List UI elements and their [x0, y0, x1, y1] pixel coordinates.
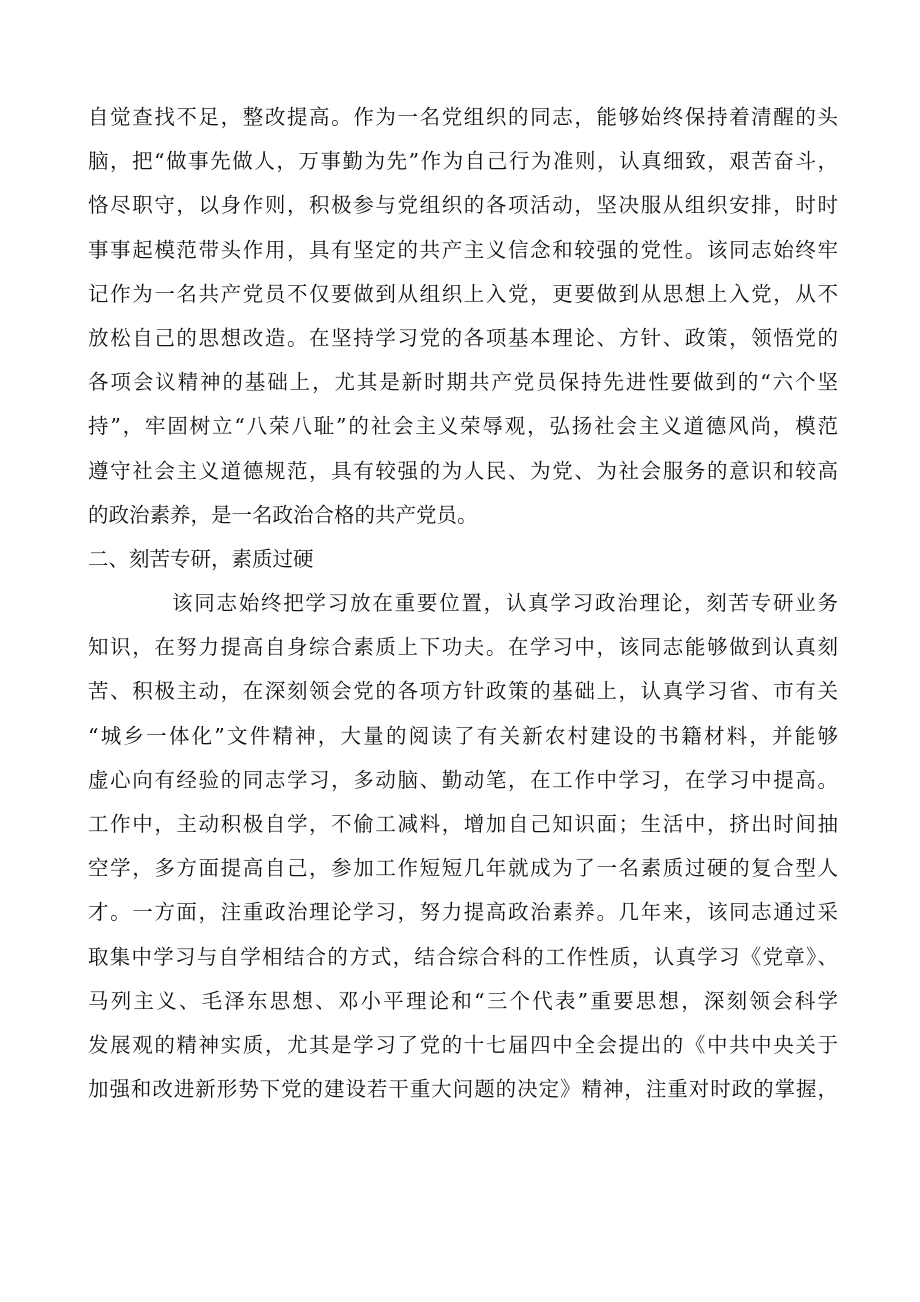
- text-line: 记作为一名共产党员不仅要做到从组织上入党，更要做到从思想上入党，从不: [88, 281, 838, 306]
- text-line: 才。一方面，注重政治理论学习，努力提高政治素养。几年来，该同志通过采: [88, 900, 838, 925]
- paragraph-1: [88, 95, 838, 537]
- text-line: 遵守社会主义道德规范，具有较强的为人民、为党、为社会服务的意识和较高: [88, 458, 838, 483]
- section-heading: 二、刻苦专研，素质过硬: [88, 546, 314, 571]
- text-line: “城乡一体化”文件精神，大量的阅读了有关新农村建设的书籍材料，并能够: [88, 723, 838, 748]
- text-line: 苦、积极主动，在深刻领会党的各项方针政策的基础上，认真学习省、市有关: [88, 679, 838, 704]
- paragraph-2: [88, 581, 838, 1111]
- text-line: 各项会议精神的基础上，尤其是新时期共产党员保持先进性要做到的“六个坚: [88, 370, 838, 395]
- text-line: 该同志始终把学习放在重要位置，认真学习政治理论，刻苦专研业务: [172, 591, 838, 616]
- document-body: [88, 95, 838, 1111]
- text-line: 虚心向有经验的同志学习，多动脑、勤动笔，在工作中学习，在学习中提高。: [88, 767, 838, 792]
- text-line: 工作中，主动积极自学，不偷工减料，增加自己知识面；生活中，挤出时间抽: [88, 812, 838, 836]
- text-line: 知识，在努力提高自身综合素质上下功夫。在学习中，该同志能够做到认真刻: [88, 635, 838, 660]
- text-line: 放松自己的思想改造。在坚持学习党的各项基本理论、方针、政策，领悟党的: [88, 325, 838, 350]
- text-line: 持”，牢固树立“八荣八耻”的社会主义荣辱观，弘扬社会主义道德风尚，模范: [88, 414, 838, 439]
- text-line: 事事起模范带头作用，具有坚定的共产主义信念和较强的党性。该同志始终牢: [88, 237, 838, 262]
- text-line: 恪尽职守，以身作则，积极参与党组织的各项活动，坚决服从组织安排，时时: [88, 193, 838, 218]
- text-line: 发展观的精神实质，尤其是学习了党的十七届四中全会提出的《中共中央关于: [88, 1032, 838, 1057]
- text-line: 自觉查找不足，整改提高。作为一名党组织的同志，能够始终保持着清醒的头: [88, 105, 838, 129]
- text-line: 空学，多方面提高自己，参加工作短短几年就成为了一名素质过硬的复合型人: [88, 856, 838, 881]
- text-line: 的政治素养，是一名政治合格的共产党员。: [88, 502, 478, 527]
- text-line: 取集中学习与自学相结合的方式，结合综合科的工作性质，认真学习《党章》、: [88, 944, 838, 969]
- text-line: 脑，把“做事先做人，万事勤为先”作为自己行为准则，认真细致，艰苦奋斗，: [88, 149, 838, 174]
- text-line: 加强和改进新形势下党的建设若干重大问题的决定》精神，注重对时政的掌握，: [88, 1077, 838, 1102]
- text-line: 马列主义、毛泽东思想、邓小平理论和“三个代表”重要思想，深刻领会科学: [88, 988, 838, 1013]
